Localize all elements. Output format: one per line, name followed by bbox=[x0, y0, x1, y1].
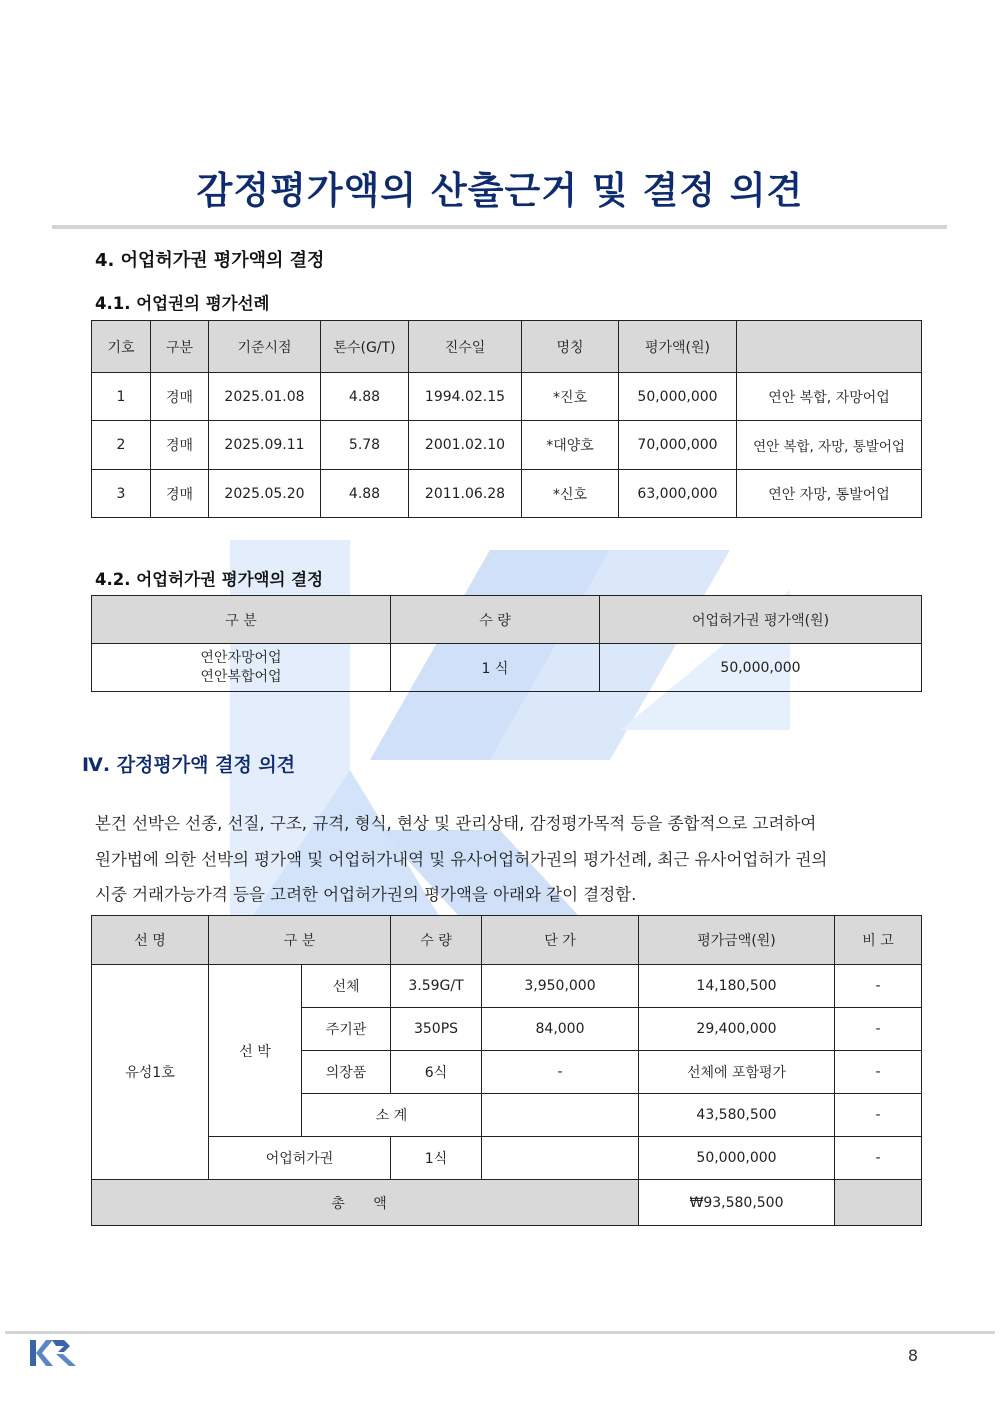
table-cell: 경매 bbox=[151, 373, 209, 421]
subsection-heading: 4.1. 어업권의 평가선례 bbox=[95, 294, 270, 313]
company-logo bbox=[30, 1340, 76, 1366]
table-cell: 3 bbox=[92, 470, 151, 518]
table-cell: 29,400,000 bbox=[639, 1008, 835, 1051]
paragraph-line: 시중 거래가능가격 등을 고려한 어업허가권의 평가액을 아래와 같이 결정함. bbox=[95, 885, 637, 904]
column-header: 진수일 bbox=[409, 321, 522, 373]
table-cell: - bbox=[835, 1137, 922, 1180]
license-amount: 50,000,000 bbox=[639, 1137, 835, 1180]
column-header: 평가액(원) bbox=[619, 321, 737, 373]
subtotal-amount: 43,580,500 bbox=[639, 1094, 835, 1137]
table-cell: - bbox=[835, 1008, 922, 1051]
table-cell: - bbox=[835, 1051, 922, 1094]
table-cell bbox=[482, 1094, 639, 1137]
table-row bbox=[92, 421, 922, 470]
table-cell: 경매 bbox=[151, 470, 209, 518]
table-cell: - bbox=[835, 1094, 922, 1137]
column-header: 구 분 bbox=[92, 596, 391, 644]
table-cell: 1994.02.15 bbox=[409, 373, 522, 421]
table-cell: 3.59G/T bbox=[391, 965, 482, 1008]
table-row bbox=[92, 470, 922, 518]
table-cell: 2001.02.10 bbox=[409, 421, 522, 470]
table-cell bbox=[835, 1180, 922, 1226]
table-cell: 경매 bbox=[151, 421, 209, 470]
precedent-table bbox=[91, 320, 922, 518]
opinion-paragraph bbox=[95, 806, 925, 913]
table-cell: 주기관 bbox=[302, 1008, 391, 1051]
table-cell: 4.88 bbox=[321, 373, 409, 421]
total-row bbox=[92, 1180, 922, 1226]
table-cell: 3,950,000 bbox=[482, 965, 639, 1008]
column-header: 기호 bbox=[92, 321, 151, 373]
ship-group-cell: 선 박 bbox=[209, 965, 302, 1137]
page-number: 8 bbox=[907, 1346, 918, 1365]
table-cell bbox=[92, 644, 391, 692]
ship-name-cell: 유성1호 bbox=[92, 965, 209, 1180]
table-cell: 1 bbox=[92, 373, 151, 421]
table-cell: 50,000,000 bbox=[600, 644, 922, 692]
table-cell: 연안 복합, 자망어업 bbox=[737, 373, 922, 421]
column-header: 평가금액(원) bbox=[639, 916, 835, 965]
table-cell: 63,000,000 bbox=[619, 470, 737, 518]
footer-divider bbox=[5, 1331, 995, 1334]
category-line: 연안복합어업 bbox=[200, 668, 282, 685]
subsection-heading: 4.2. 어업허가권 평가액의 결정 bbox=[95, 570, 324, 589]
table-cell: *신호 bbox=[522, 470, 619, 518]
table-header-row bbox=[92, 916, 922, 965]
table-cell: 2011.06.28 bbox=[409, 470, 522, 518]
page-title: 감정평가액의 산출근거 및 결정 의견 bbox=[196, 169, 804, 212]
table-cell: 4.88 bbox=[321, 470, 409, 518]
license-value-table bbox=[91, 595, 922, 692]
table-cell: 2025.01.08 bbox=[209, 373, 321, 421]
table-cell: 84,000 bbox=[482, 1008, 639, 1051]
table-cell: 14,180,500 bbox=[639, 965, 835, 1008]
category-line: 연안자망어업 bbox=[200, 649, 282, 666]
table-row bbox=[92, 373, 922, 421]
license-label: 어업허가권 bbox=[209, 1137, 391, 1180]
table-cell: 의장품 bbox=[302, 1051, 391, 1094]
table-cell: 연안 복합, 자망, 통발어업 bbox=[737, 421, 922, 470]
table-cell: 2 bbox=[92, 421, 151, 470]
table-row bbox=[92, 644, 922, 692]
table-cell bbox=[482, 1137, 639, 1180]
column-header: 선 명 bbox=[92, 916, 209, 965]
table-cell: 5.78 bbox=[321, 421, 409, 470]
license-row bbox=[92, 1137, 922, 1180]
table-cell: - bbox=[482, 1051, 639, 1094]
valuation-table bbox=[91, 915, 922, 1226]
table-cell: 50,000,000 bbox=[619, 373, 737, 421]
column-header: 수 량 bbox=[391, 596, 600, 644]
paragraph-line: 원가법에 의한 선박의 평가액 및 어업허가내역 및 유사어업허가권의 평가선례, 최근 유사어업허가 권의 bbox=[95, 849, 828, 869]
column-header bbox=[737, 321, 922, 373]
table-cell: 350PS bbox=[391, 1008, 482, 1051]
column-header: 구분 bbox=[151, 321, 209, 373]
title-divider bbox=[52, 225, 947, 229]
column-header: 수 량 bbox=[391, 916, 482, 965]
table-cell: - bbox=[835, 965, 922, 1008]
total-amount: ₩93,580,500 bbox=[639, 1180, 835, 1226]
table-cell: 2025.05.20 bbox=[209, 470, 321, 518]
table-header-row bbox=[92, 596, 922, 644]
table-cell: 연안 자망, 통발어업 bbox=[737, 470, 922, 518]
column-header: 기준시점 bbox=[209, 321, 321, 373]
table-cell: 선체 bbox=[302, 965, 391, 1008]
column-header: 구 분 bbox=[209, 916, 391, 965]
table-cell: 1식 bbox=[391, 1137, 482, 1180]
table-cell: *대양호 bbox=[522, 421, 619, 470]
section-heading: Ⅳ. 감정평가액 결정 의견 bbox=[82, 754, 296, 776]
paragraph-line: 본건 선박은 선종, 선질, 구조, 규격, 형식, 현상 및 관리상태, 감정평가목적 등을 종합적으로 고려하여 bbox=[95, 814, 817, 833]
table-cell: 1 식 bbox=[391, 644, 600, 692]
table-cell: 70,000,000 bbox=[619, 421, 737, 470]
table-cell: *진호 bbox=[522, 373, 619, 421]
subtotal-label: 소 계 bbox=[302, 1094, 482, 1137]
column-header: 톤수(G/T) bbox=[321, 321, 409, 373]
total-label: 총 액 bbox=[92, 1180, 639, 1226]
column-header: 단 가 bbox=[482, 916, 639, 965]
table-cell: 2025.09.11 bbox=[209, 421, 321, 470]
table-row bbox=[92, 965, 922, 1008]
section-heading: 4. 어업허가권 평가액의 결정 bbox=[95, 250, 325, 271]
table-cell: 6식 bbox=[391, 1051, 482, 1094]
column-header: 명칭 bbox=[522, 321, 619, 373]
column-header: 어업허가권 평가액(원) bbox=[600, 596, 922, 644]
column-header: 비 고 bbox=[835, 916, 922, 965]
table-cell: 선체에 포함평가 bbox=[639, 1051, 835, 1094]
table-header-row bbox=[92, 321, 922, 373]
